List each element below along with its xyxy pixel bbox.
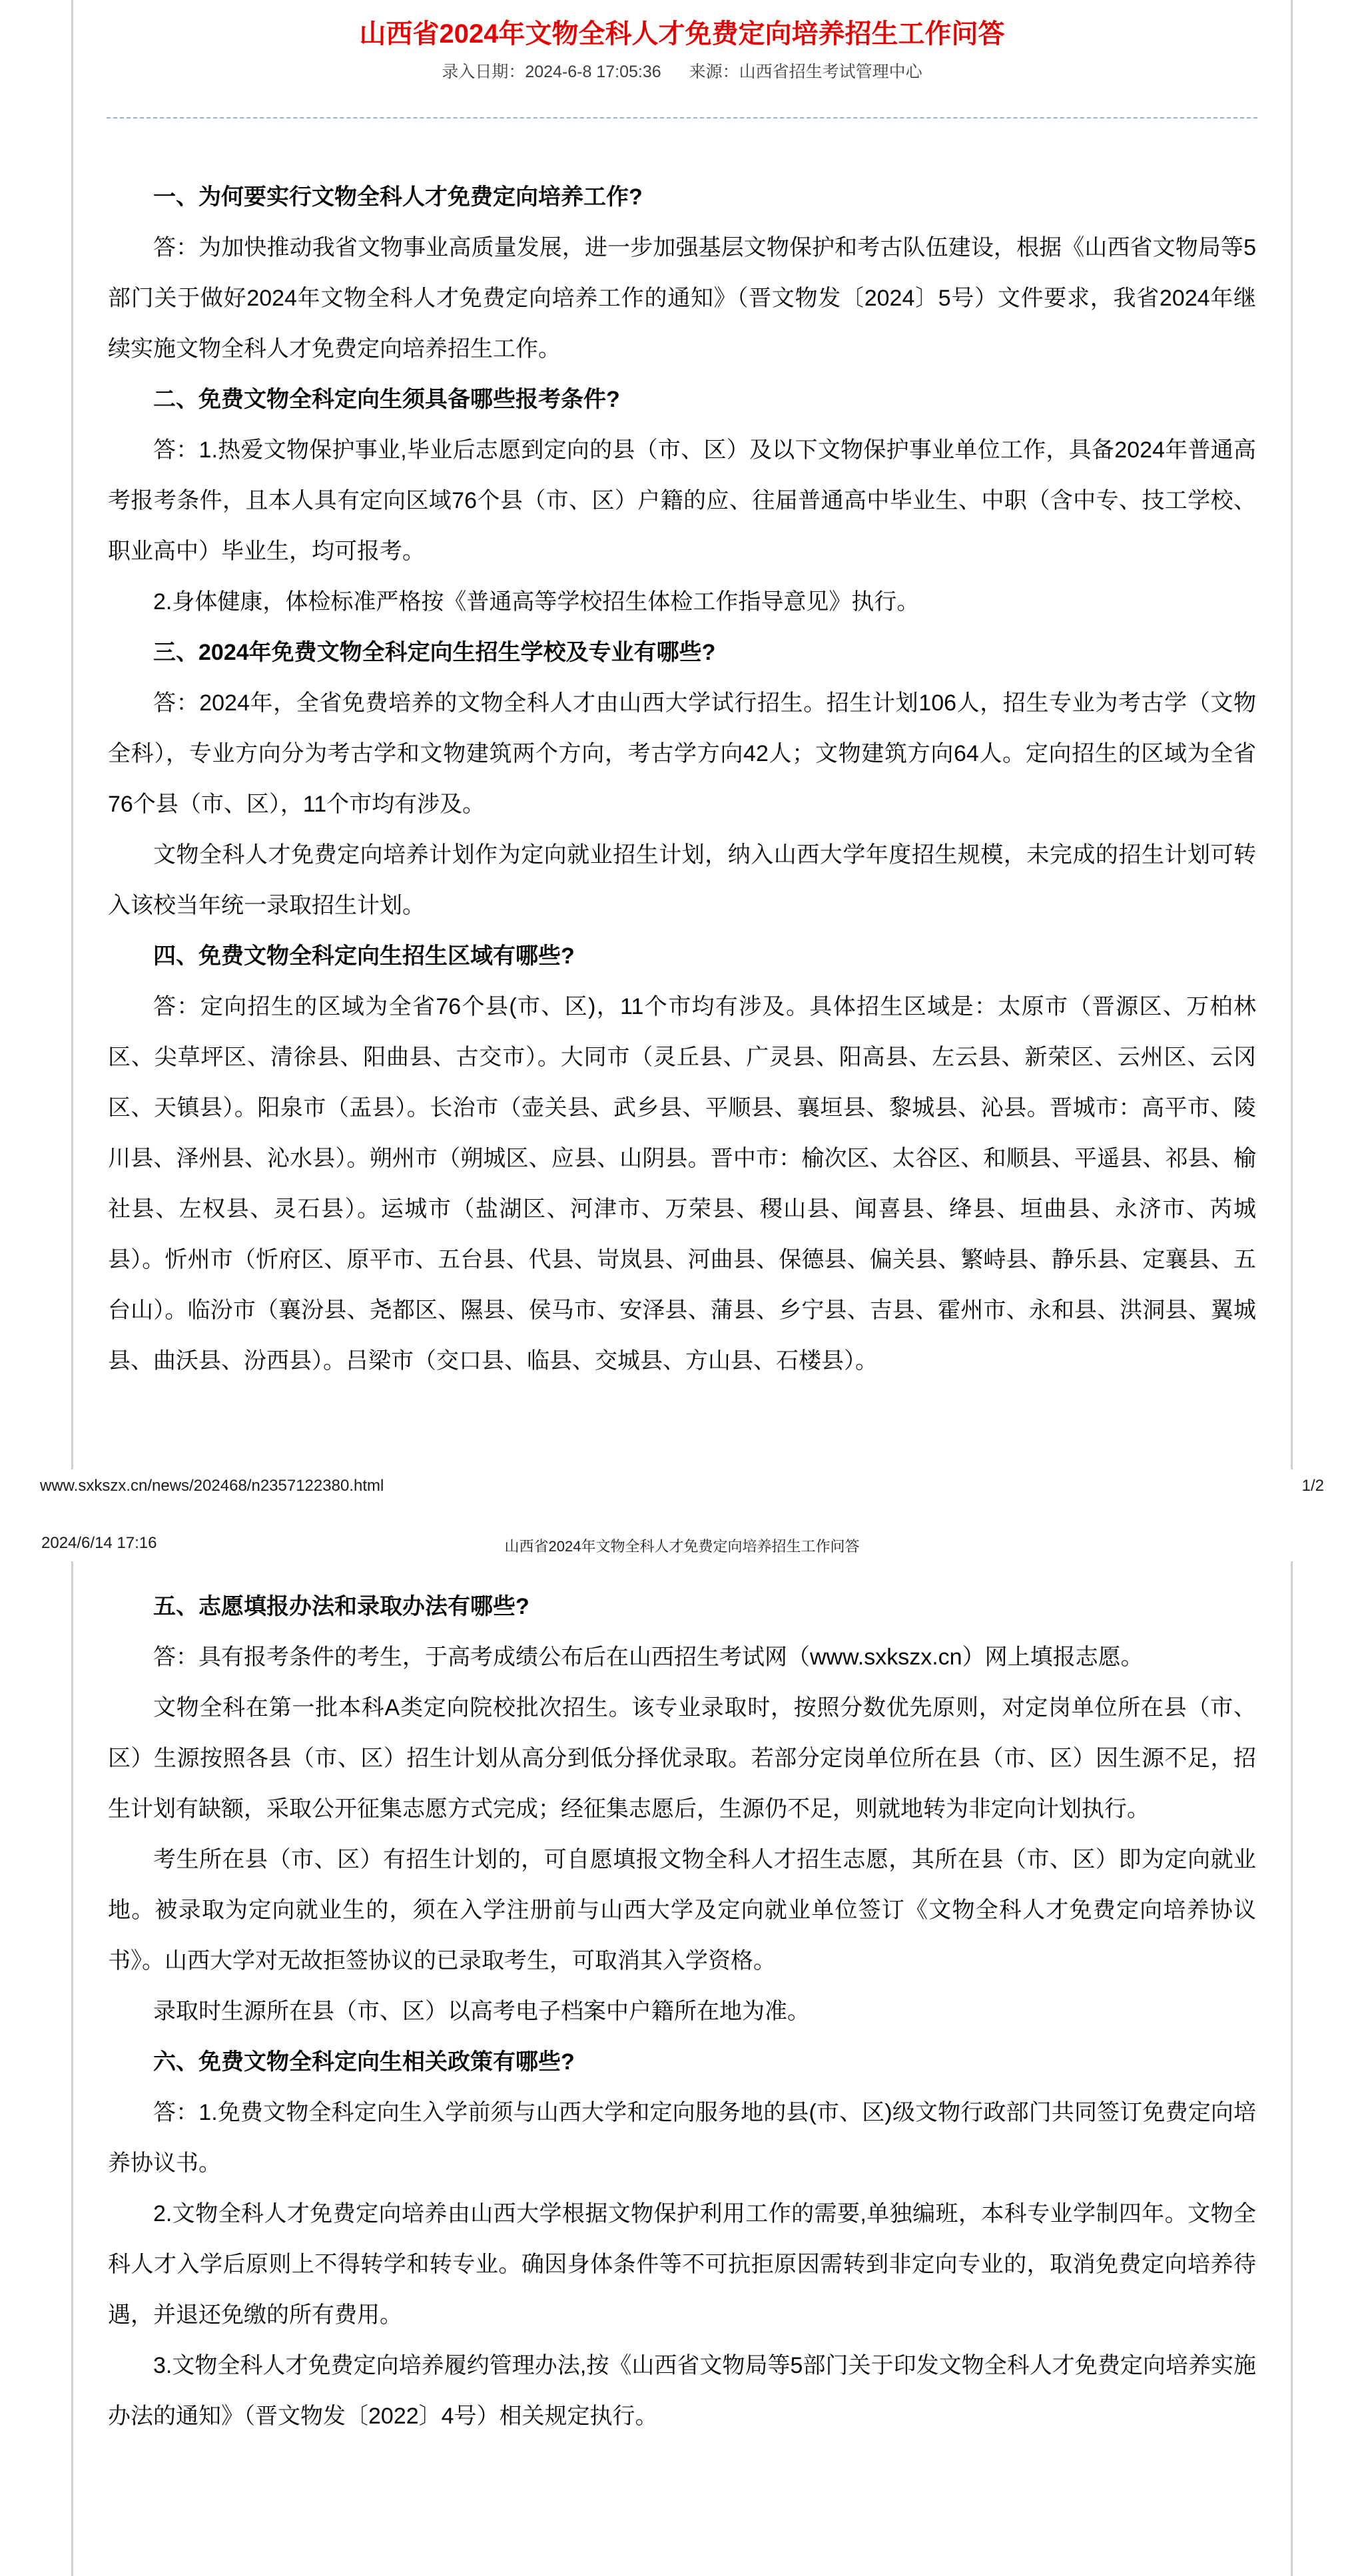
- answer-paragraph: 文物全科人才免费定向培养计划作为定向就业招生计划，纳入山西大学年度招生规模，未完成的招生计划可转入该校当年统一录取招生计划。: [108, 842, 1256, 918]
- article-body-page1: [108, 172, 1256, 1386]
- question-heading-5: 五、志愿填报办法和录取办法有哪些?: [153, 1594, 529, 1619]
- question-heading-1: 一、为何要实行文物全科人才免费定向培养工作?: [153, 184, 643, 210]
- answer-paragraph: 3.文物全科人才免费定向培养履约管理办法,按《山西省文物局等5部门关于印发文物全科人才免费定向培养实施办法的通知》（晋文物发〔2022〕4号）相关规定执行。: [108, 2353, 1256, 2429]
- answer-paragraph: 录取时生源所在县（市、区）以高考电子档案中户籍所在地为准。: [153, 1999, 810, 2024]
- answer-paragraph: 答：1.免费文物全科定向生入学前须与山西大学和定向服务地的县(市、区)级文物行政部门共同签订免费定向培养协议书。: [108, 2100, 1256, 2176]
- question-heading-2: 二、免费文物全科定向生须具备哪些报考条件?: [153, 387, 620, 412]
- article-container-page1: [71, 0, 1293, 1469]
- article-meta: [73, 60, 1291, 84]
- answer-paragraph: 考生所在县（市、区）有招生计划的，可自愿填报文物全科人才招生志愿，其所在县（市、区）即为定向就业地。被录取为定向就业生的，须在入学注册前与山西大学及定向就业单位签订《文物全科人才免费定向培养协议书》。山西大学对无故拒签协议的已录取考生，可取消其入学资格。: [108, 1847, 1256, 1973]
- answer-paragraph: 答：定向招生的区域为全省76个县(市、区)，11个市均有涉及。具体招生区域是：太原市（晋源区、万柏林区、尖草坪区、清徐县、阳曲县、古交市）。大同市（灵丘县、广灵县、阳高县、左云县、新荣区、云州区、云冈区、天镇县）。阳泉市（盂县）。长治市（壶关县、武乡县、平顺县、襄垣县、黎城县、沁县。晋城市：高平市、陵川县、泽州县、沁水县）。朔州市（朔城区、应县、山阴县。晋中市：榆次区、太谷区、和顺县、平遥县、祁县、榆社县、左权县、灵石县）。运城市（盐湖区、河津市、万荣县、稷山县、闻喜县、绛县、垣曲县、永济市、芮城县）。忻州市（忻府区、原平市、五台县、代县、岢岚县、河曲县、保德县、偏关县、繁峙县、静乐县、定襄县、五台山）。临汾市（襄汾县、尧都区、隰县、侯马市、安泽县、蒲县、乡宁县、吉县、霍州市、永和县、洪洞县、翼城县、曲沃县、汾西县）。吕梁市（交口县、临县、交城县、方山县、石楼县）。: [108, 994, 1256, 1374]
- answer-paragraph: 2.身体健康，体检标准严格按《普通高等学校招生体检工作指导意见》执行。: [153, 589, 920, 615]
- entry-date-label: 录入日期：2024-6-8 17:05:36: [442, 63, 661, 81]
- print-footer-url: www.sxkszx.cn/news/202468/n2357122380.html: [40, 1477, 384, 1495]
- answer-paragraph: 文物全科在第一批本科A类定向院校批次招生。该专业录取时，按照分数优先原则，对定岗单位所在县（市、区）生源按照各县（市、区）招生计划从高分到低分择优录取。若部分定岗单位所在县（市、区）因生源不足，招生计划有缺额，采取公开征集志愿方式完成；经征集志愿后，生源仍不足，则就地转为非定向计划执行。: [108, 1695, 1256, 1822]
- source-label: 来源：山西省招生考试管理中心: [689, 63, 922, 81]
- answer-paragraph: 答：具有报考条件的考生，于高考成绩公布后在山西招生考试网（www.sxkszx.cn）网上填报志愿。: [153, 1645, 1144, 1670]
- print-header-datetime: 2024/6/14 17:16: [41, 1534, 157, 1552]
- answer-paragraph: 答：为加快推动我省文物事业高质量发展，进一步加强基层文物保护和考古队伍建设，根据《山西省文物局等5部门关于做好2024年文物全科人才免费定向培养工作的通知》（晋文物发〔2024〕5号）文件要求，我省2024年继续实施文物全科人才免费定向培养招生工作。: [108, 235, 1256, 362]
- article-body-page2: [108, 1581, 1256, 2442]
- answer-paragraph: 2.文物全科人才免费定向培养由山西大学根据文物保护利用工作的需要,单独编班，本科专业学制四年。文物全科人才入学后原则上不得转学和转专业。确因身体条件等不可抗拒原因需转到非定向专业的，取消免费定向培养待遇，并退还免缴的所有费用。: [108, 2201, 1256, 2328]
- answer-paragraph: 答：1.热爱文物保护事业,毕业后志愿到定向的县（市、区）及以下文物保护事业单位工作，具备2024年普通高考报考条件，且本人具有定向区域76个县（市、区）户籍的应、往届普通高中毕业生、中职（含中专、技工学校、职业高中）毕业生，均可报考。: [108, 437, 1256, 564]
- print-header-title: 山西省2024年文物全科人才免费定向培养招生工作问答: [504, 1538, 860, 1555]
- question-heading-6: 六、免费文物全科定向生相关政策有哪些?: [153, 2049, 575, 2075]
- question-heading-4: 四、免费文物全科定向生招生区域有哪些?: [153, 943, 575, 969]
- article-container-page2: [71, 1561, 1293, 2576]
- article-title: 山西省2024年文物全科人才免费定向培养招生工作问答: [359, 19, 1005, 49]
- dashed-divider: [107, 117, 1257, 119]
- question-heading-3: 三、2024年免费文物全科定向生招生学校及专业有哪些?: [153, 640, 716, 665]
- answer-paragraph: 答：2024年，全省免费培养的文物全科人才由山西大学试行招生。招生计划106人，招生专业为考古学（文物全科），专业方向分为考古学和文物建筑两个方向，考古学方向42人；文物建筑方向64人。定向招生的区域为全省76个县（市、区），11个市均有涉及。: [108, 690, 1256, 817]
- print-footer-page-indicator: 1/2: [1301, 1477, 1324, 1495]
